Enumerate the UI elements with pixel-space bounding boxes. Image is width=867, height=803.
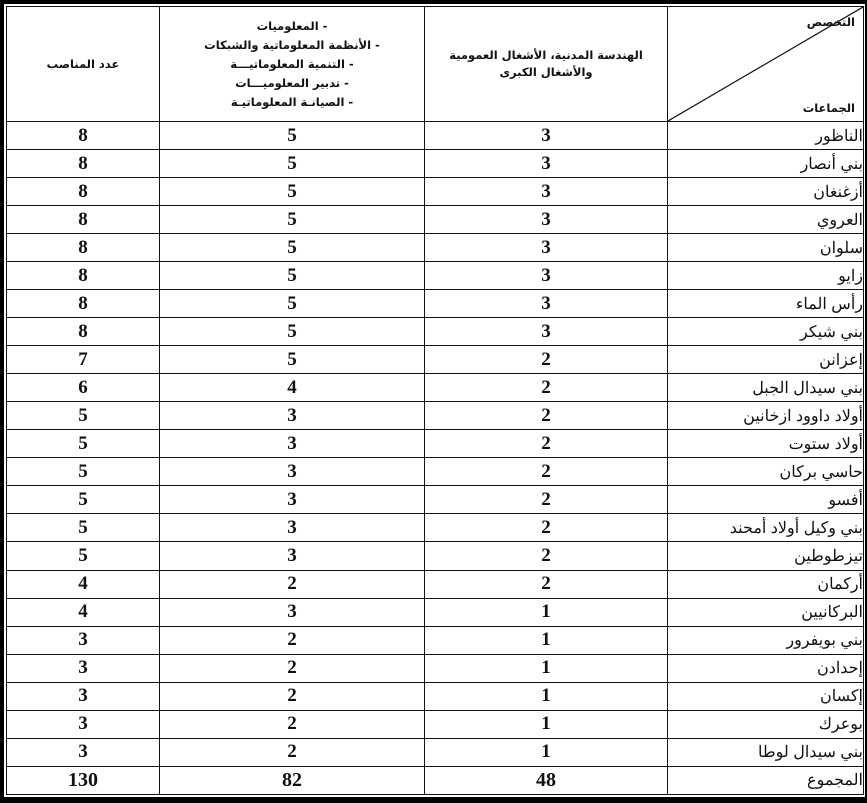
info-cell: 3 [160,486,425,514]
commune-cell: البركانيين [668,598,864,626]
table-row [7,318,864,346]
info-cell: 2 [160,738,425,766]
civil-cell: 1 [425,654,668,682]
table-row [7,738,864,766]
total-cell: 8 [7,150,160,178]
commune-cell: الناظور [668,122,864,150]
table-row [7,626,864,654]
positions-table [6,6,864,795]
info-cell: 3 [160,402,425,430]
commune-cell: بني سيدال لوطا [668,738,864,766]
info-cell: 5 [160,178,425,206]
communes-label: الجماعات [802,101,855,115]
commune-cell: بني بويفرور [668,626,864,654]
civil-cell: 3 [425,150,668,178]
info-cell: 5 [160,346,425,374]
info-header-line: - المعلوميات [256,18,328,33]
commune-cell: تيزطوطين [668,542,864,570]
table-row [7,514,864,542]
header-row [7,7,864,122]
total-cell: 7 [7,346,160,374]
table-row [7,402,864,430]
table-row [7,570,864,598]
civil-cell: 3 [425,262,668,290]
table-row [7,290,864,318]
info-cell: 3 [160,598,425,626]
total-cell: 3 [7,682,160,710]
table-row [7,598,864,626]
civil-cell: 3 [425,178,668,206]
commune-cell: سلوان [668,234,864,262]
civil-cell: 3 [425,206,668,234]
civil-cell: 2 [425,542,668,570]
commune-cell: إعزانن [668,346,864,374]
civil-cell: 2 [425,374,668,402]
total-cell: 8 [7,234,160,262]
civil-header-line: الهندسة المدنية، [550,48,643,62]
table-row [7,122,864,150]
civil-cell: 3 [425,234,668,262]
civil-cell: 2 [425,486,668,514]
info-cell: 5 [160,206,425,234]
total-cell: 8 [7,290,160,318]
total-cell: 5 [7,542,160,570]
total-cell: 5 [7,430,160,458]
info-cell: 2 [160,710,425,738]
total-cell: 3 [7,626,160,654]
info-sum-cell: 82 [160,766,425,794]
civil-sum-cell: 48 [425,766,668,794]
commune-cell: أزغنغان [668,178,864,206]
positions-count-header: عدد المناصب [7,7,160,122]
table-row [7,178,864,206]
info-cell: 2 [160,654,425,682]
civil-header-line: الأشغال العمومية [449,48,547,62]
total-cell: 3 [7,710,160,738]
table-row [7,206,864,234]
total-cell: 3 [7,654,160,682]
commune-cell: إكسان [668,682,864,710]
info-cell: 5 [160,122,425,150]
corner-header-cell [668,7,864,122]
total-sum-cell: 130 [7,766,160,794]
info-cell: 5 [160,290,425,318]
table-row [7,710,864,738]
info-cell: 5 [160,150,425,178]
commune-cell: حاسي بركان [668,458,864,486]
civil-cell: 1 [425,738,668,766]
info-cell: 3 [160,542,425,570]
civil-cell: 2 [425,402,668,430]
info-cell: 4 [160,374,425,402]
civil-cell: 2 [425,430,668,458]
total-cell: 5 [7,458,160,486]
table-row [7,346,864,374]
commune-cell: بني أنصار [668,150,864,178]
total-cell: 5 [7,514,160,542]
table-row [7,542,864,570]
commune-cell: أفسو [668,486,864,514]
info-cell: 2 [160,682,425,710]
total-cell: 3 [7,738,160,766]
total-cell: 8 [7,206,160,234]
sum-label: المجموع [668,766,864,794]
commune-cell: أولاد ستوت [668,430,864,458]
civil-cell: 2 [425,458,668,486]
specialty-label: التخصص [806,15,855,29]
info-cell: 5 [160,262,425,290]
document-page [4,4,865,797]
table-body [7,122,864,795]
civil-cell: 1 [425,682,668,710]
civil-cell: 1 [425,598,668,626]
civil-cell: 2 [425,346,668,374]
commune-cell: رأس الماء [668,290,864,318]
table-row [7,374,864,402]
total-cell: 8 [7,122,160,150]
sum-row [7,766,864,794]
informatics-header [160,7,425,122]
info-header-line: - الأنظمة المعلوماتية والشبكات [204,37,380,52]
table-row [7,150,864,178]
civil-cell: 3 [425,122,668,150]
commune-cell: العروي [668,206,864,234]
commune-cell: إحدادن [668,654,864,682]
info-header-line: - تدبير المعلوميـــات [235,75,349,90]
civil-cell: 2 [425,570,668,598]
total-cell: 8 [7,178,160,206]
civil-cell: 1 [425,626,668,654]
table-row [7,458,864,486]
civil-engineering-header [425,7,668,122]
info-cell: 2 [160,626,425,654]
civil-cell: 3 [425,318,668,346]
total-cell: 6 [7,374,160,402]
table-row [7,486,864,514]
table-row [7,654,864,682]
commune-cell: أولاد داوود ازخانين [668,402,864,430]
commune-cell: بني وكيل أولاد أمحند [668,514,864,542]
total-cell: 5 [7,486,160,514]
civil-cell: 3 [425,290,668,318]
info-cell: 3 [160,514,425,542]
table-row [7,262,864,290]
info-cell: 2 [160,570,425,598]
commune-cell: زايو [668,262,864,290]
commune-cell: بني شيكر [668,318,864,346]
commune-cell: أركمان [668,570,864,598]
total-cell: 4 [7,598,160,626]
commune-cell: بوعرك [668,710,864,738]
civil-header-line: والأشغال الكبرى [499,65,593,79]
total-cell: 5 [7,402,160,430]
info-header-line: - التنمية المعلوماتيـــة [230,56,354,71]
commune-cell: بني سيدال الجبل [668,374,864,402]
table-row [7,430,864,458]
civil-cell: 2 [425,514,668,542]
total-cell: 8 [7,262,160,290]
info-cell: 3 [160,458,425,486]
info-header-line: - الصيانـة المعلوماتيـة [230,94,354,109]
total-cell: 8 [7,318,160,346]
civil-cell: 1 [425,710,668,738]
total-cell: 4 [7,570,160,598]
table-row [7,682,864,710]
info-cell: 3 [160,430,425,458]
info-cell: 5 [160,234,425,262]
table-row [7,234,864,262]
info-cell: 5 [160,318,425,346]
